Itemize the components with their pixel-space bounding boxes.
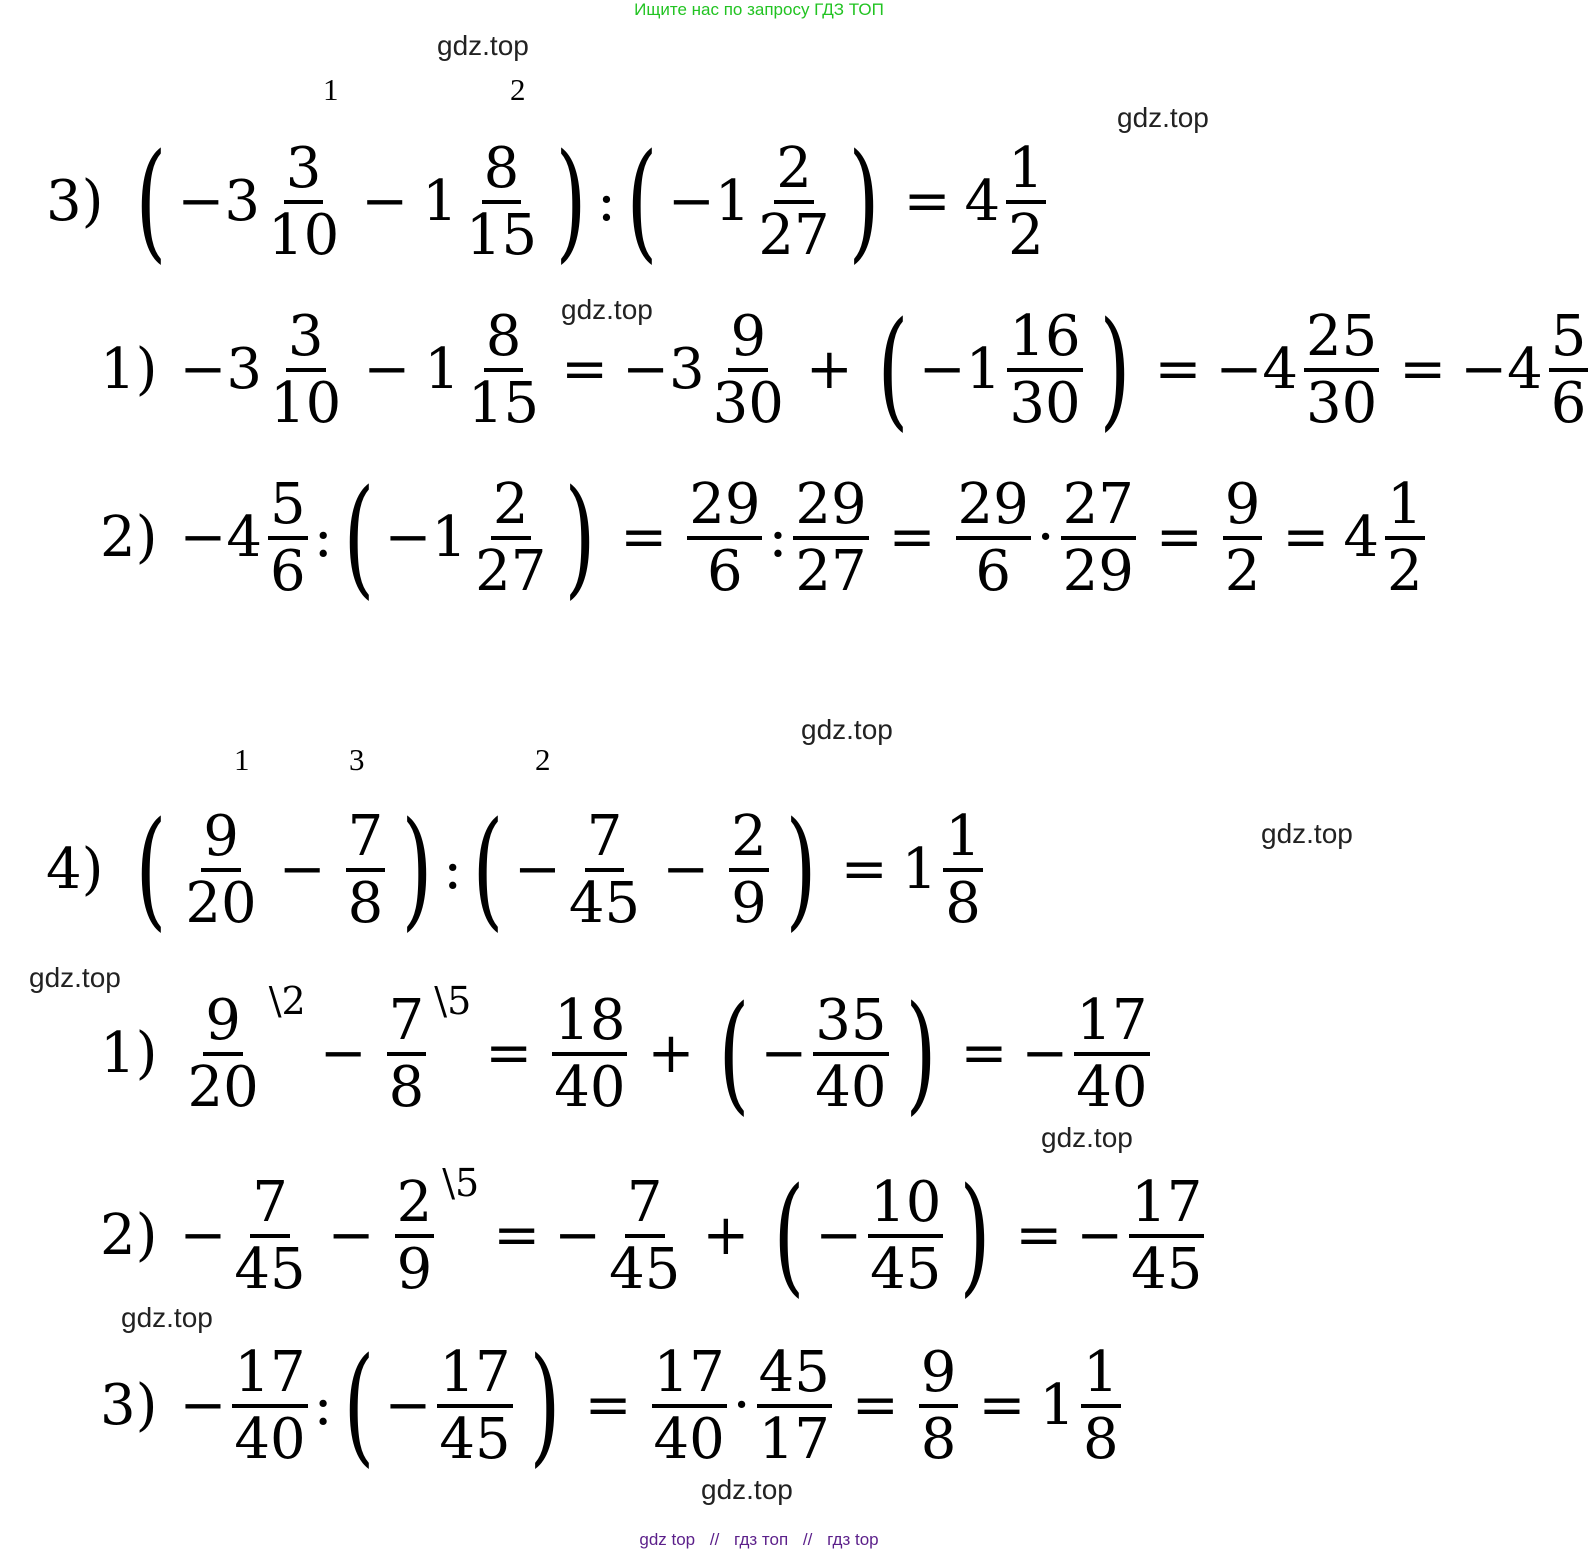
fraction [956, 471, 1031, 604]
denominator: 6 [707, 539, 743, 604]
problem-4-step-3 [100, 1331, 1127, 1480]
fraction [552, 987, 627, 1120]
numerator: 7 [625, 1174, 665, 1238]
fraction [185, 987, 260, 1120]
numerator: 29 [956, 476, 1031, 540]
numerator: 29 [793, 476, 868, 540]
operator: + [647, 1021, 695, 1086]
whole: 1 [1039, 1373, 1075, 1438]
equals: = [1154, 337, 1202, 402]
equals: = [851, 1373, 899, 1438]
denominator: 6 [1550, 371, 1587, 436]
watermark: gdz.top [1261, 818, 1353, 849]
numerator: 9 [919, 1344, 959, 1408]
fraction [943, 803, 983, 936]
extra-multiplier: \5 [434, 979, 472, 1023]
operation-order: 2 [510, 72, 526, 107]
numerator: 2 [491, 476, 531, 540]
whole: −3 [179, 337, 263, 402]
fraction [1385, 471, 1425, 604]
denominator: 45 [234, 1237, 306, 1302]
denominator: 30 [712, 371, 784, 436]
operator: − [278, 837, 326, 902]
numerator: 1 [1081, 1344, 1121, 1408]
operator: : [768, 505, 788, 570]
operator: − [384, 1373, 432, 1438]
operator: : [597, 169, 616, 234]
problem-3-step-1 [100, 295, 1594, 444]
fraction [729, 803, 769, 936]
problem-3-step-2 [100, 463, 1431, 612]
denominator: 17 [758, 1407, 830, 1472]
numerator: 9 [1223, 476, 1263, 540]
denominator: 27 [795, 539, 867, 604]
open-paren: ( [877, 295, 909, 444]
fraction [567, 803, 642, 936]
fraction [711, 303, 786, 436]
equals: = [493, 1203, 541, 1268]
fraction [346, 803, 386, 936]
extra-multiplier: \5 [442, 1161, 480, 1205]
fraction [1007, 303, 1082, 436]
problem-label: 3) [46, 169, 104, 234]
step-label: 1) [100, 337, 158, 402]
numerator: 7 [387, 992, 427, 1056]
numerator: 3 [284, 140, 324, 204]
problem-4-step-2 [100, 1161, 1210, 1310]
numerator: 3 [286, 308, 326, 372]
denominator: 8 [920, 1407, 957, 1472]
open-paren: ( [718, 979, 750, 1128]
whole: 1 [901, 837, 938, 902]
operator: : [443, 837, 463, 902]
denominator: 8 [945, 871, 981, 936]
operation-order: 1 [234, 742, 250, 777]
fraction [464, 135, 539, 268]
fraction [387, 987, 427, 1120]
whole: −4 [1215, 337, 1298, 402]
numerator: 18 [552, 992, 627, 1056]
numerator: 9 [201, 808, 241, 872]
numerator: 1 [1006, 140, 1046, 204]
denominator: 6 [270, 539, 306, 604]
operator: − [361, 169, 409, 234]
open-paren: ( [135, 795, 167, 944]
numerator: 1 [1385, 476, 1425, 540]
fraction [232, 1339, 307, 1472]
fraction [1006, 135, 1046, 268]
denominator: 10 [267, 203, 340, 268]
fraction [868, 1169, 943, 1302]
open-paren: ( [626, 127, 658, 276]
denominator: 9 [396, 1237, 433, 1302]
whole: −1 [667, 169, 751, 234]
operator: − [1021, 1021, 1069, 1086]
denominator: 8 [1083, 1407, 1119, 1472]
denominator: 15 [465, 203, 538, 268]
whole: 4 [964, 169, 1001, 234]
denominator: 9 [731, 871, 767, 936]
operator: − [815, 1203, 863, 1268]
operator: − [327, 1203, 375, 1268]
denominator: 8 [347, 871, 384, 936]
open-paren: ( [135, 127, 167, 276]
denominator: 45 [609, 1237, 681, 1302]
equals: = [1282, 505, 1330, 570]
whole: −4 [1460, 337, 1543, 402]
watermark: gdz.top [1041, 1122, 1133, 1153]
whole: −3 [177, 169, 260, 234]
close-paren: ) [529, 1331, 561, 1480]
fraction [1061, 471, 1136, 604]
denominator: 29 [1062, 539, 1134, 604]
denominator: 27 [758, 203, 830, 268]
problem-4-step-1 [100, 979, 1156, 1128]
operator: · [732, 1373, 751, 1438]
extra-multiplier: \2 [268, 979, 306, 1023]
operator: : [313, 1373, 333, 1438]
numerator: 45 [757, 1344, 832, 1408]
footer-link[interactable]: gdz top [639, 1530, 696, 1549]
equals: = [960, 1021, 1008, 1086]
open-paren: ( [472, 795, 504, 944]
operator: − [514, 837, 561, 902]
denominator: 6 [975, 539, 1011, 604]
operator: · [1036, 505, 1055, 570]
numerator: 17 [232, 1344, 307, 1408]
numerator: 2 [729, 808, 769, 872]
denominator: 40 [234, 1407, 306, 1472]
operation-order: 2 [535, 742, 551, 777]
fraction [757, 1339, 832, 1472]
separator: // [802, 1530, 813, 1549]
open-paren: ( [773, 1161, 805, 1310]
denominator: 45 [568, 871, 641, 936]
numerator: 17 [437, 1344, 512, 1408]
denominator: 45 [1131, 1237, 1203, 1302]
whole: 1 [424, 337, 460, 402]
fraction [813, 987, 888, 1120]
whole: −1 [384, 505, 468, 570]
fraction [183, 803, 258, 936]
numerator: 16 [1007, 308, 1082, 372]
problem-label: 4) [46, 837, 104, 902]
fraction [607, 1169, 682, 1302]
whole: 4 [1343, 505, 1379, 570]
denominator: 40 [815, 1055, 887, 1120]
watermark: gdz.top [121, 1302, 213, 1333]
numerator: 2 [774, 140, 814, 204]
denominator: 45 [439, 1407, 511, 1472]
numerator: 5 [1549, 308, 1589, 372]
numerator: 8 [482, 140, 522, 204]
equals: = [485, 1021, 533, 1086]
separator: // [709, 1530, 720, 1549]
open-paren: ( [343, 463, 375, 612]
denominator: 20 [187, 1055, 259, 1120]
numerator: 29 [687, 476, 762, 540]
denominator: 45 [870, 1237, 942, 1302]
operator: − [662, 837, 710, 902]
equals: = [620, 505, 668, 570]
numerator: 9 [203, 992, 243, 1056]
operator: + [702, 1203, 750, 1268]
problem-3-expression [46, 127, 1052, 276]
fraction [232, 1169, 307, 1302]
fraction [466, 303, 541, 436]
close-paren: ) [848, 127, 880, 276]
search-banner: Ищите нас по запросу ГДЗ ТОП [634, 0, 884, 19]
watermark: gdz.top [437, 30, 529, 61]
operation-order: 1 [323, 72, 339, 107]
operator: − [179, 1373, 227, 1438]
denominator: 2 [1008, 203, 1044, 268]
operator: + [805, 337, 853, 402]
footer-links [0, 1530, 1518, 1550]
watermark: gdz.top [561, 294, 653, 325]
denominator: 8 [388, 1055, 425, 1120]
denominator: 20 [185, 871, 257, 936]
fraction [1549, 303, 1589, 436]
watermark: gdz.top [1117, 102, 1209, 133]
fraction [268, 471, 308, 604]
equals: = [903, 169, 951, 234]
open-paren: ( [343, 1331, 374, 1480]
equals: = [840, 837, 888, 902]
whole: 1 [422, 169, 458, 234]
denominator: 30 [1306, 371, 1378, 436]
numerator: 17 [1129, 1174, 1204, 1238]
watermark: gdz.top [801, 714, 893, 745]
problem-4-expression [46, 795, 989, 944]
numerator: 35 [813, 992, 888, 1056]
fraction [1304, 303, 1379, 436]
numerator: 27 [1061, 476, 1136, 540]
fraction [687, 471, 762, 604]
watermark: gdz.top [701, 1474, 793, 1505]
equals: = [1155, 505, 1203, 570]
fraction [437, 1339, 512, 1472]
equals: = [1015, 1203, 1063, 1268]
numerator: 7 [346, 808, 386, 872]
footer-link[interactable]: гдз топ [734, 1530, 789, 1549]
footer-link[interactable]: гдз top [827, 1530, 879, 1549]
equals: = [584, 1373, 632, 1438]
numerator: 5 [268, 476, 308, 540]
numerator: 7 [250, 1174, 290, 1238]
fraction [473, 471, 548, 604]
denominator: 2 [1224, 539, 1261, 604]
close-paren: ) [1099, 295, 1131, 444]
operation-order: 3 [349, 742, 365, 777]
denominator: 10 [270, 371, 342, 436]
close-paren: ) [905, 979, 936, 1128]
step-label: 3) [100, 1373, 158, 1438]
numerator: 2 [395, 1174, 435, 1238]
close-paren: ) [564, 463, 596, 612]
fraction [756, 135, 831, 268]
numerator: 1 [943, 808, 983, 872]
numerator: 9 [728, 308, 768, 372]
fraction [268, 303, 343, 436]
whole: −4 [179, 505, 263, 570]
close-paren: ) [785, 795, 817, 944]
fraction [919, 1339, 959, 1472]
operator: : [313, 505, 333, 570]
operator: − [1076, 1203, 1124, 1268]
denominator: 15 [467, 371, 540, 436]
numerator: 25 [1304, 308, 1379, 372]
numerator: 10 [868, 1174, 943, 1238]
fraction [1223, 471, 1263, 604]
denominator: 40 [1076, 1055, 1148, 1120]
step-label: 1) [100, 1021, 158, 1086]
numerator: 17 [652, 1344, 727, 1408]
operator: − [319, 1021, 367, 1086]
numerator: 7 [585, 808, 625, 872]
equals: = [888, 505, 936, 570]
fraction [793, 471, 868, 604]
denominator: 40 [653, 1407, 725, 1472]
fraction [266, 135, 341, 268]
whole: −1 [918, 337, 1002, 402]
operator: − [554, 1203, 602, 1268]
denominator: 40 [554, 1055, 626, 1120]
operator: − [760, 1021, 808, 1086]
fraction [652, 1339, 727, 1472]
step-label: 2) [100, 505, 158, 570]
step-label: 2) [100, 1203, 158, 1268]
close-paren: ) [555, 127, 587, 276]
denominator: 2 [1386, 539, 1423, 604]
close-paren: ) [401, 795, 433, 944]
whole: −3 [622, 337, 705, 402]
operator: − [363, 337, 411, 402]
operator: − [179, 1203, 227, 1268]
fraction [395, 1169, 435, 1302]
denominator: 30 [1009, 371, 1081, 436]
close-paren: ) [959, 1161, 991, 1310]
numerator: 8 [484, 308, 524, 372]
fraction [1129, 1169, 1204, 1302]
numerator: 17 [1074, 992, 1149, 1056]
denominator: 27 [475, 539, 547, 604]
equals: = [978, 1373, 1026, 1438]
equals: = [1399, 337, 1447, 402]
fraction [1074, 987, 1149, 1120]
fraction [1081, 1339, 1121, 1472]
equals: = [561, 337, 609, 402]
watermark: gdz.top [29, 962, 121, 993]
